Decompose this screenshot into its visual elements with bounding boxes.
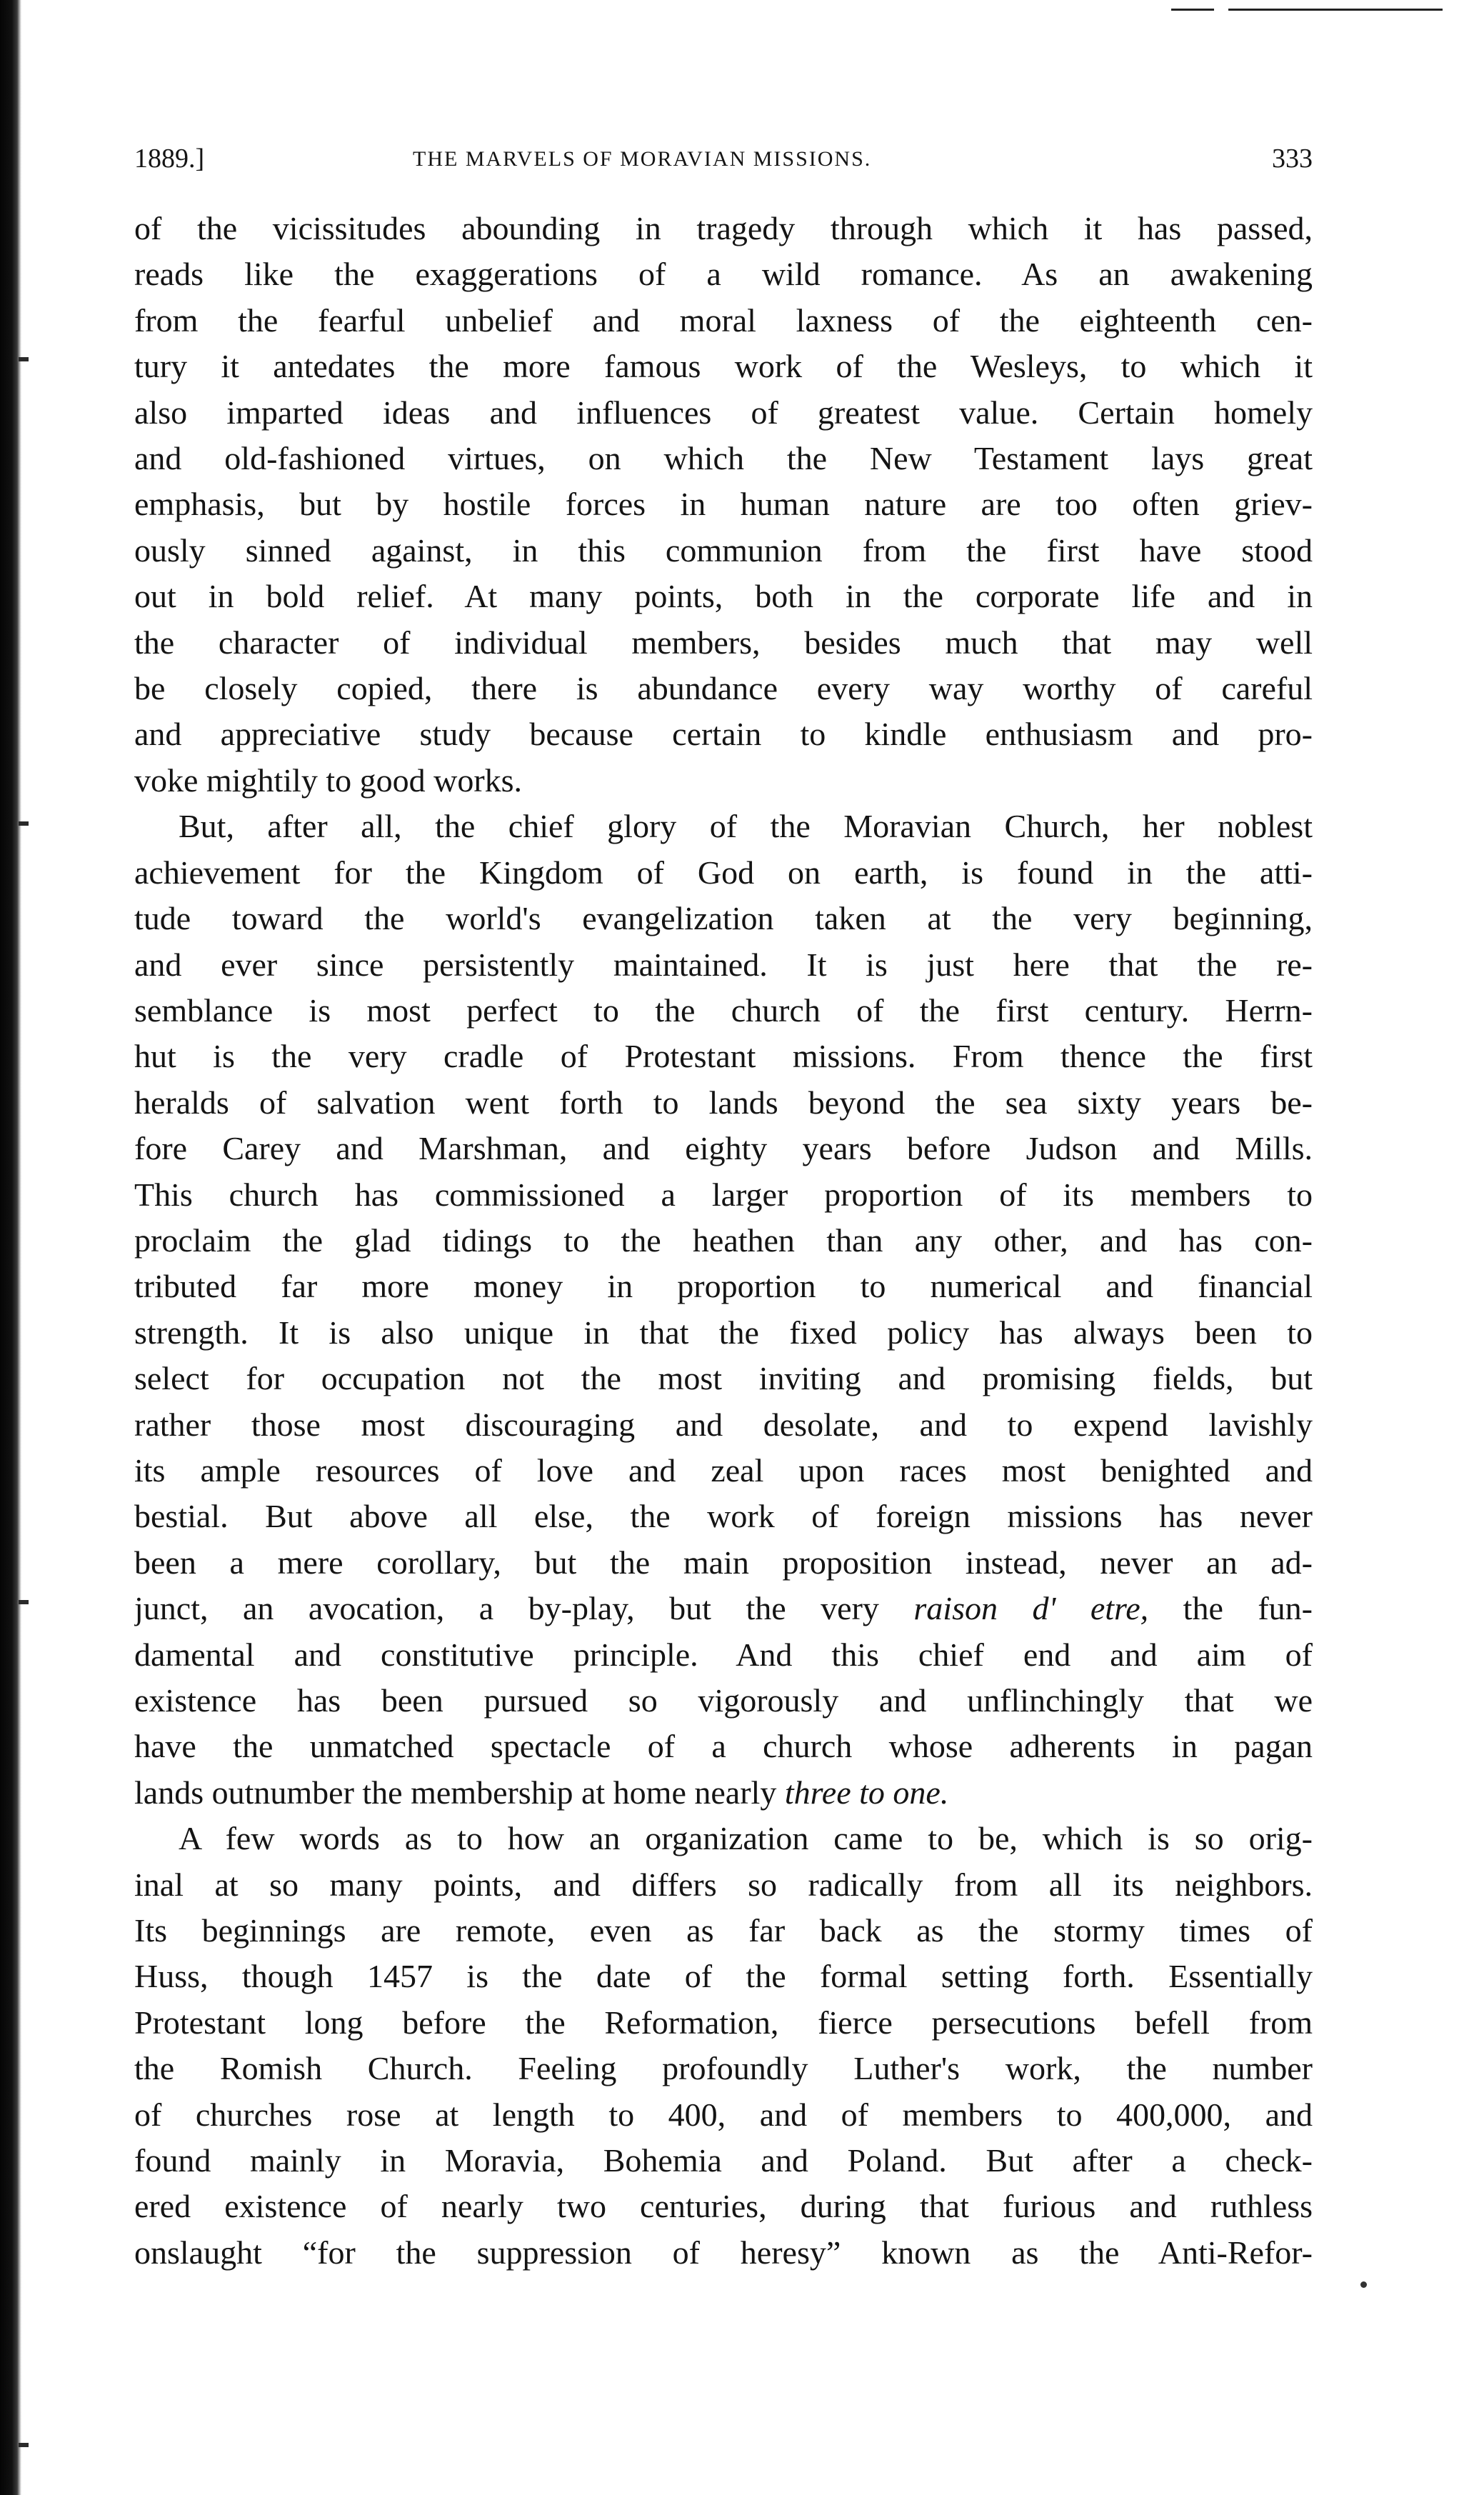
text-line: the character of individual members, besides much that may well xyxy=(134,624,1313,661)
text-line: out in bold relief. At many points, both in the corporate life and in xyxy=(134,578,1313,615)
top-rule xyxy=(1171,9,1214,11)
text-line: inal at so many points, and differs so radically from all its neighbors. xyxy=(134,1866,1313,1903)
text-line: found mainly in Moravia, Bohemia and Poland. But after a check- xyxy=(134,2142,1313,2179)
text-line: Huss, though 1457 is the date of the formal setting forth. Essentially xyxy=(134,1958,1313,1995)
text-line: have the unmatched spectacle of a church whose adherents in pagan xyxy=(134,1728,1313,1765)
binding-speck xyxy=(19,2443,29,2447)
text-line: tury it antedates the more famous work of the Wesleys, to which it xyxy=(134,348,1313,385)
text-line: Protestant long before the Reformation, fierce persecutions befell from xyxy=(134,2004,1313,2041)
top-rule xyxy=(1228,9,1443,11)
text-line: its ample resources of love and zeal upon races most benighted and xyxy=(134,1451,1313,1489)
text-line: ered existence of nearly two centuries, during that furious and ruthless xyxy=(134,2188,1313,2225)
text-line: strength. It is also unique in that the fixed policy has always been to xyxy=(134,1314,1313,1351)
running-title: THE MARVELS OF MORAVIAN MISSIONS. xyxy=(413,147,872,171)
text-line: voke mightily to good works. xyxy=(134,761,523,799)
text-line: damental and constitutive principle. And this chief end and aim of xyxy=(134,1636,1313,1673)
text-line: onslaught “for the suppression of heresy” known as the Anti-Refor- xyxy=(134,2234,1313,2271)
text-line: junct, an avocation, a by-play, but the very raison d' etre, the fun- xyxy=(134,1590,1313,1627)
binding-speck xyxy=(19,357,29,361)
header-year: 1889.] xyxy=(134,144,205,174)
text-line: bestial. But above all else, the work of foreign missions has never xyxy=(134,1498,1313,1535)
text-line: of churches rose at length to 400, and of members to 400,000, and xyxy=(134,2096,1313,2133)
text-line: lands outnumber the membership at home nearly three to one. xyxy=(134,1774,949,1811)
text-line: be closely copied, there is abundance every way worthy of careful xyxy=(134,670,1313,707)
text-line: also imparted ideas and influences of greatest value. Certain homely xyxy=(134,394,1313,431)
text-line: reads like the exaggerations of a wild romance. As an awakening xyxy=(134,256,1313,293)
text-line: select for occupation not the most inviting and promising fields, but xyxy=(134,1360,1313,1397)
text-line: from the fearful unbelief and moral laxness of the eighteenth cen- xyxy=(134,301,1313,339)
text-line: emphasis, but by hostile forces in human nature are too often griev- xyxy=(134,486,1313,523)
text-line: tude toward the world's evangelization taken at the very beginning, xyxy=(134,900,1313,937)
binding-speck xyxy=(19,1600,29,1604)
paragraph xyxy=(134,1816,1313,2276)
page-header xyxy=(134,143,1313,186)
text-line: heralds of salvation went forth to lands beyond the sea sixty years be- xyxy=(134,1084,1313,1121)
text-line: and ever since persistently maintained. It is just here that the re- xyxy=(134,946,1313,983)
paragraph xyxy=(134,804,1313,1816)
margin-dot xyxy=(1360,2281,1367,2288)
text-line: been a mere corollary, but the main proposition instead, never an ad- xyxy=(134,1544,1313,1581)
text-line: This church has commissioned a larger proportion of its members to xyxy=(134,1176,1313,1213)
text-line: proclaim the glad tidings to the heathen than any other, and has con- xyxy=(134,1221,1313,1259)
page-number: 333 xyxy=(1272,144,1313,174)
text-line: fore Carey and Marshman, and eighty years before Judson and Mills. xyxy=(134,1130,1313,1167)
page-binding-edge xyxy=(0,0,21,2495)
text-line: and appreciative study because certain to kindle enthusiasm and pro- xyxy=(134,716,1313,753)
text-line: semblance is most perfect to the church of the first century. Herrn- xyxy=(134,991,1313,1029)
text-line: rather those most discouraging and desolate, and to expend lavishly xyxy=(134,1406,1313,1443)
binding-speck xyxy=(19,821,29,826)
article-body xyxy=(134,206,1313,2276)
text-line: A few words as to how an organization came to be, which is so orig- xyxy=(179,1820,1313,1857)
italic-phrase: three to one. xyxy=(784,1774,949,1811)
text-line: the Romish Church. Feeling profoundly Luther's work, the number xyxy=(134,2050,1313,2087)
text-line: tributed far more money in proportion to numerical and financial xyxy=(134,1268,1313,1305)
text-line: ously sinned against, in this communion from the first have stood xyxy=(134,531,1313,569)
text-line: existence has been pursued so vigorously and unflinchingly that we xyxy=(134,1682,1313,1719)
text-line: of the vicissitudes abounding in tragedy through which it has passed, xyxy=(134,210,1313,246)
text-line: But, after all, the chief glory of the Moravian Church, her noblest xyxy=(179,808,1313,845)
paragraph xyxy=(134,206,1313,804)
text-line: hut is the very cradle of Protestant missions. From thence the first xyxy=(134,1038,1313,1075)
text-line: achievement for the Kingdom of God on earth, is found in the atti- xyxy=(134,854,1313,891)
text-line: Its beginnings are remote, even as far back as the stormy times of xyxy=(134,1912,1313,1949)
text-line: and old-fashioned virtues, on which the New Testament lays great xyxy=(134,440,1313,477)
italic-phrase: raison d' etre, xyxy=(913,1590,1149,1627)
